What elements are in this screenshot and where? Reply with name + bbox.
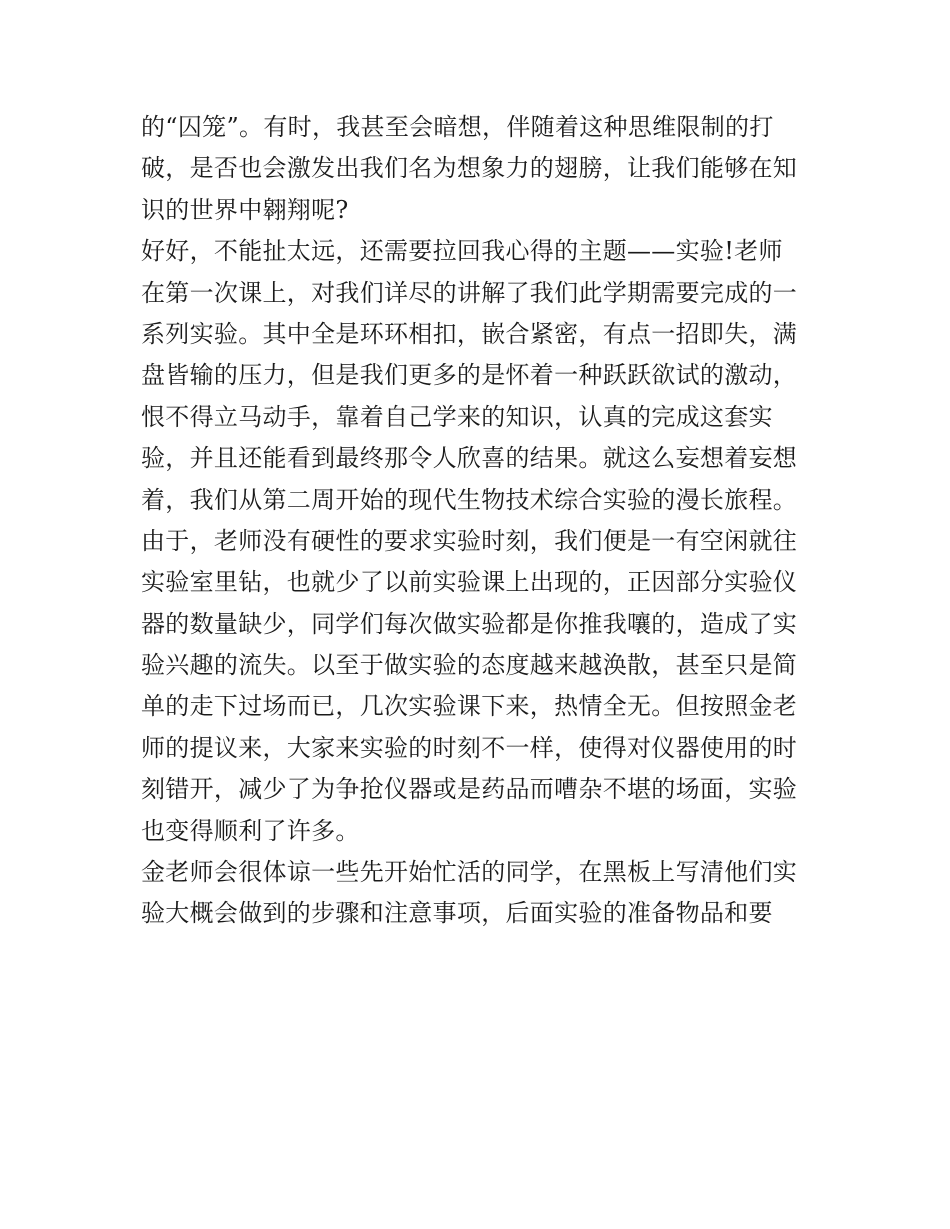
text-line: 师的提议来，大家来实验的时刻不一样，使得对仪器使用的时 (141, 733, 798, 762)
text-line: 器的数量缺少，同学们每次做实验都是你推我嚷的，造成了实 (141, 609, 798, 638)
text-line: 单的走下过场而已，几次实验课下来，热情全无。但按照金老 (141, 692, 798, 721)
text-line: 也变得顺利了许多。 (141, 816, 360, 845)
text-line: 盘皆输的压力，但是我们更多的是怀着一种跃跃欲试的激动， (141, 361, 798, 390)
text-line: 系列实验。其中全是环环相扣，嵌合紧密，有点一招即失，满 (141, 319, 798, 348)
text-line: 好好，不能扯太远，还需要拉回我心得的主题——实验!老师 (141, 237, 783, 266)
text-line: 刻错开，减少了为争抢仪器或是药品而嘈杂不堪的场面，实验 (141, 775, 798, 804)
text-line: 在第一次课上，对我们详尽的讲解了我们此学期需要完成的一 (141, 278, 798, 307)
text-line: 验兴趣的流失。以至于做实验的态度越来越涣散，甚至只是简 (141, 651, 798, 680)
text-line: 着，我们从第二周开始的现代生物技术综合实验的漫长旅程。 (141, 485, 798, 514)
text-line: 金老师会很体谅一些先开始忙活的同学，在黑板上写清他们实 (141, 858, 798, 887)
text-line: 由于，老师没有硬性的要求实验时刻，我们便是一有空闲就往 (141, 526, 798, 555)
text-line: 识的世界中翱翔呢? (141, 195, 349, 224)
text-line: 的“囚笼”。有时，我甚至会暗想，伴随着这种思维限制的打 (141, 113, 774, 141)
text-line: 实验室里钻，也就少了以前实验课上出现的，正因部分实验仪 (141, 568, 798, 597)
text-line: 破，是否也会激发出我们名为想象力的翅膀，让我们能够在知 (141, 154, 798, 183)
text-line: 验，并且还能看到最终那令人欣喜的结果。就这么妄想着妄想 (141, 444, 798, 473)
text-line: 验大概会做到的步骤和注意事项，后面实验的准备物品和要 (141, 899, 773, 928)
text-line: 恨不得立马动手，靠着自己学来的知识，认真的完成这套实 (141, 402, 773, 431)
body-text (141, 107, 813, 935)
